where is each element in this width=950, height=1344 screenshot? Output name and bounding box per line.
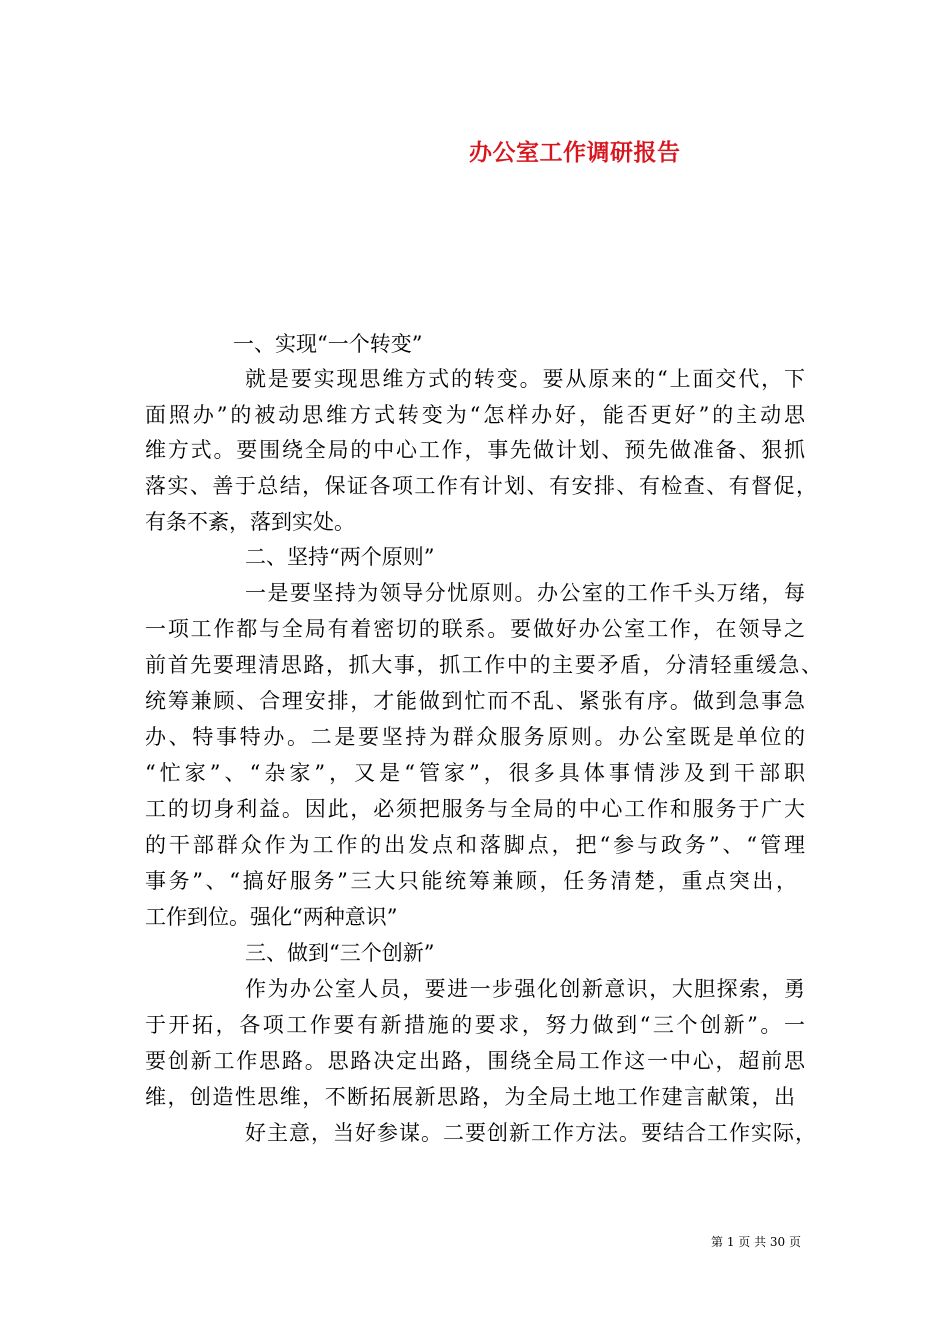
paragraph-line: 前首先要理清思路，抓大事，抓工作中的主要矛盾，分清轻重缓急、 (145, 653, 822, 677)
paragraph-line: 工的切身利益。因此，必须把服务与全局的中心工作和服务于广大 (145, 797, 805, 821)
document-title: 办公室工作调研报告 (469, 139, 681, 166)
paragraph-line: 事务”、“搞好服务”三大只能统筹兼顾，任务清楚，重点突出， (145, 869, 797, 893)
paragraph-line: “忙家”、“杂家”，又是“管家”，很多具体事情涉及到干部职 (145, 761, 805, 785)
section-heading-3: 三、做到“三个创新” (245, 941, 435, 965)
paragraph-line: 工作到位。强化“两种意识” (145, 905, 398, 929)
paragraph-line: 维方式。要围绕全局的中心工作，事先做计划、预先做准备、狠抓 (145, 438, 805, 462)
paragraph-line: 维，创造性思维，不断拓展新思路，为全局土地工作建言献策，出 (145, 1085, 795, 1109)
paragraph-line: 一项工作都与全局有着密切的联系。要做好办公室工作，在领导之 (145, 617, 805, 641)
page-number-footer: 第 1 页 共 30 页 (711, 1235, 801, 1249)
paragraph-line: 落实、善于总结，保证各项工作有计划、有安排、有检查、有督促， (145, 474, 817, 498)
paragraph-line: 的干部群众作为工作的出发点和落脚点，把“参与政务”、“管理 (145, 833, 805, 857)
paragraph-line: 面照办”的被动思维方式转变为“怎样办好，能否更好”的主动思 (145, 403, 805, 427)
paragraph-line: 一是要坚持为领导分忧原则。办公室的工作千头万绪，每 (245, 581, 805, 605)
paragraph-line: 于开拓，各项工作要有新措施的要求，努力做到“三个创新”。一 (145, 1013, 805, 1037)
section-heading-2: 二、坚持“两个原则” (245, 545, 435, 569)
paragraph-line: 办、特事特办。二是要坚持为群众服务原则。办公室既是单位的 (145, 725, 805, 749)
section-heading-1: 一、实现“一个转变” (233, 332, 423, 356)
paragraph-line: 要创新工作思路。思路决定出路，围绕全局工作这一中心，超前思 (145, 1049, 805, 1073)
paragraph-line: 就是要实现思维方式的转变。要从原来的“上面交代，下 (245, 367, 805, 391)
paragraph-line: 统筹兼顾、合理安排，才能做到忙而不乱、紧张有序。做到急事急 (145, 689, 805, 713)
paragraph-line: 作为办公室人员，要进一步强化创新意识，大胆探索，勇 (245, 977, 805, 1001)
paragraph-line: 有条不紊，落到实处。 (145, 510, 355, 534)
paragraph-line: 好主意，当好参谋。二要创新工作方法。要结合工作实际， (245, 1121, 816, 1145)
